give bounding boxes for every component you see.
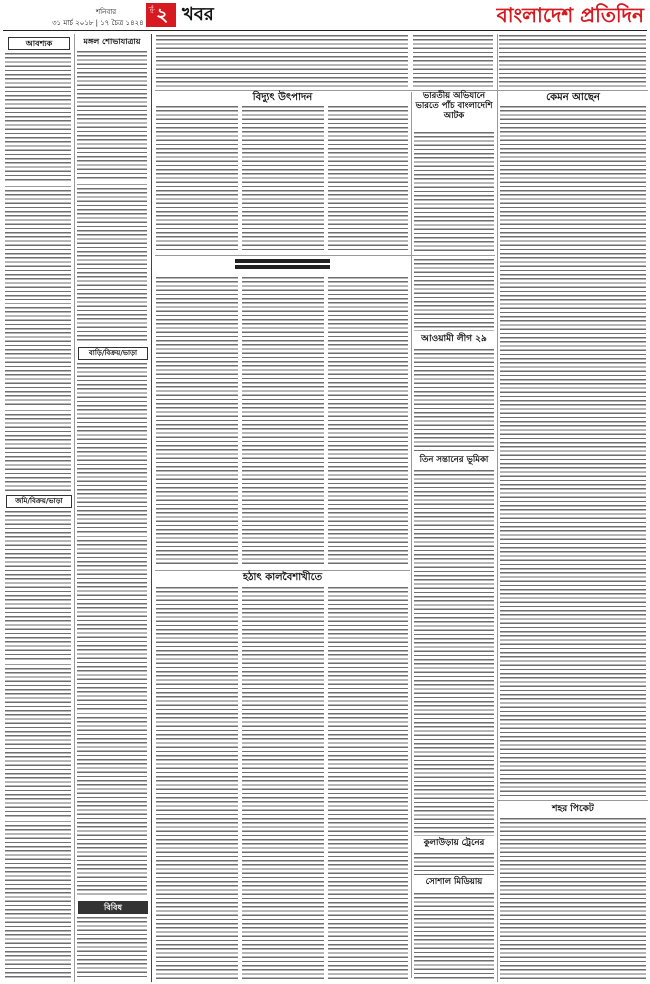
article-body-text bbox=[414, 893, 494, 980]
classified-text bbox=[5, 190, 71, 300]
classified-divider bbox=[5, 821, 71, 822]
masthead-logo: বাংলাদেশ প্রতিদিন bbox=[496, 3, 644, 27]
headline-storm: হঠাৎ কালবৈশাখীতে bbox=[242, 572, 323, 583]
headline-power: বিদ্যুৎ উৎপাদন bbox=[252, 92, 313, 103]
section-divider bbox=[155, 255, 495, 256]
article-body-text bbox=[500, 818, 646, 980]
article-body-text bbox=[500, 106, 646, 796]
article-body-text bbox=[414, 853, 494, 875]
header-date: ৩১ মার্চ ২০১৮ | ১৭ চৈত্র ১৪২৪ bbox=[52, 19, 144, 27]
news-headline-procession: মঙ্গল শোভাযাত্রায় bbox=[83, 37, 141, 46]
classified-divider bbox=[5, 410, 71, 411]
article-body-text bbox=[414, 349, 494, 453]
section-title: খবর bbox=[182, 4, 214, 25]
header-rule bbox=[3, 30, 647, 31]
headline-awami: আওয়ামী লীগ ২৯ bbox=[421, 334, 487, 344]
article-body-text bbox=[328, 106, 408, 252]
headline-text bbox=[235, 259, 330, 271]
header-day: শনিবার bbox=[96, 8, 117, 16]
headline-how-are-you: কেমন আছেন bbox=[546, 92, 600, 103]
article-body-text bbox=[414, 132, 494, 252]
headline-arrest: ভারতীয় অভিযানে ভারতে পাঁচ বাংলাদেশি আটক bbox=[415, 91, 493, 121]
article-body-text bbox=[499, 35, 646, 87]
classified-text bbox=[5, 511, 71, 661]
article-body-text bbox=[156, 277, 238, 567]
column-rule bbox=[411, 92, 412, 978]
classified-text bbox=[5, 825, 71, 980]
column-rule bbox=[74, 34, 75, 982]
article-body-text bbox=[328, 587, 408, 980]
classified-divider bbox=[77, 713, 147, 714]
article-body-text bbox=[414, 259, 494, 331]
page-label: পৃষ্ঠা bbox=[148, 5, 154, 14]
article-body-text bbox=[242, 106, 324, 252]
column-rule bbox=[497, 34, 498, 982]
article-body-text bbox=[77, 188, 147, 343]
page-number: ২ bbox=[156, 4, 169, 26]
section-divider bbox=[155, 570, 410, 571]
classified-heading-land: জমি/বিক্রয়/ভাড়া bbox=[6, 495, 72, 508]
classified-heading-misc: বিবিধ bbox=[78, 901, 148, 914]
article-body-text bbox=[242, 277, 324, 567]
headline-kulaura: কুলাউড়ায় ট্রেনের bbox=[423, 838, 485, 848]
classified-text bbox=[77, 717, 147, 897]
classified-text bbox=[77, 540, 147, 710]
article-body-text bbox=[77, 51, 147, 181]
article-body-text bbox=[414, 470, 494, 836]
classified-divider bbox=[5, 664, 71, 665]
classified-divider bbox=[5, 186, 71, 187]
classified-divider bbox=[5, 303, 71, 304]
article-body-text bbox=[156, 35, 408, 87]
article-body-text bbox=[328, 277, 408, 567]
headline-city: শহর পিকেট bbox=[552, 804, 594, 814]
classified-text bbox=[5, 414, 71, 492]
page-number-box bbox=[146, 3, 176, 27]
classified-divider bbox=[77, 184, 147, 185]
classified-heading-wanted: আবশ্যক bbox=[8, 37, 70, 50]
headline-three-children: তিন সন্তানের ভূমিকা bbox=[419, 455, 489, 465]
column-rule bbox=[151, 34, 152, 982]
classified-text bbox=[5, 668, 71, 818]
article-body-text bbox=[413, 35, 493, 87]
classified-heading-house: বাড়ি/বিক্রয়/ভাড়া bbox=[78, 347, 148, 360]
article-body-text bbox=[156, 106, 238, 252]
headline-social: সোশাল মিডিয়ায় bbox=[425, 877, 483, 887]
article-body-text bbox=[242, 587, 324, 980]
section-divider bbox=[498, 800, 648, 801]
section-divider bbox=[155, 90, 648, 91]
article-body-text bbox=[156, 587, 238, 980]
classified-text bbox=[77, 363, 147, 533]
classified-text bbox=[5, 53, 71, 183]
classified-text bbox=[77, 917, 147, 980]
classified-divider bbox=[77, 536, 147, 537]
classified-text bbox=[5, 307, 71, 407]
